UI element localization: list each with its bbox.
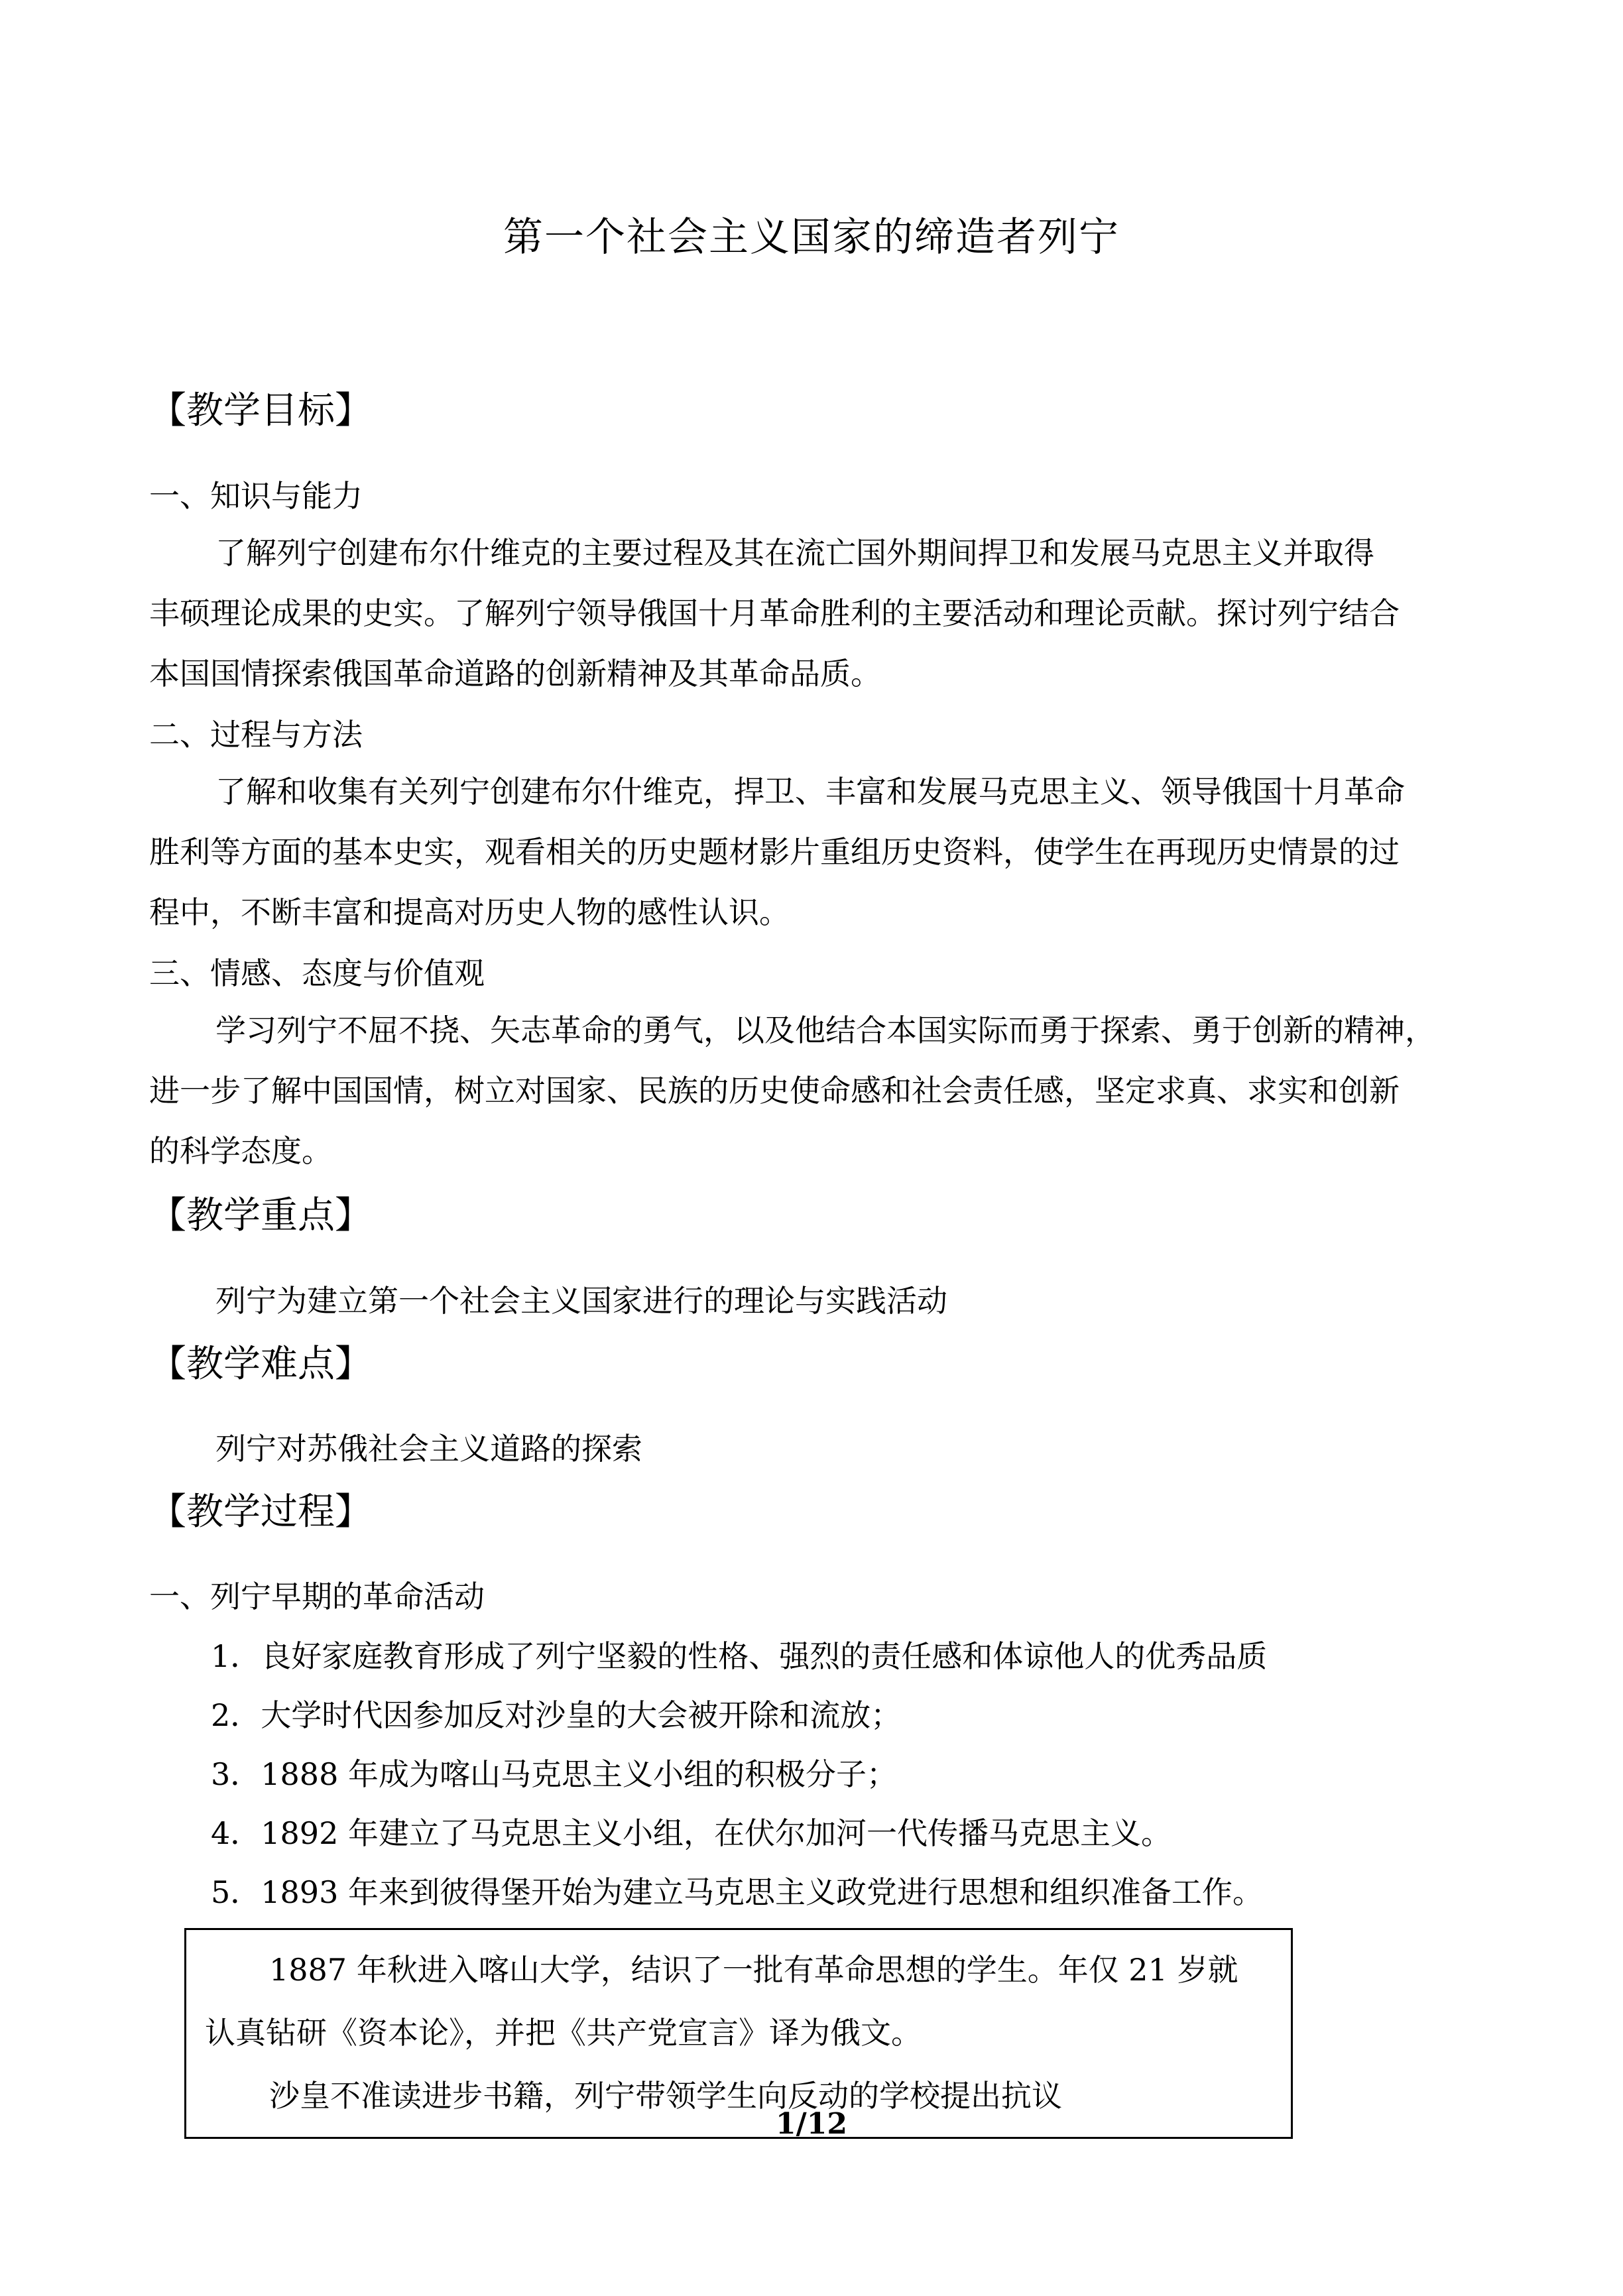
paragraph-line: 学习列宁不屈不挠、矢志革命的勇气，以及他结合本国实际而勇于探索、勇于创新的精神， [215,1012,1435,1048]
page-number: 1/12 [776,2107,847,2141]
document-title: 第一个社会主义国家的缔造者列宁 [503,214,1120,261]
subheading-knowledge: 一、知识与能力 [149,478,363,514]
subheading-values: 三、情感、态度与价值观 [149,955,485,991]
difficulties-text: 列宁对苏俄社会主义道路的探索 [215,1431,642,1467]
heading-teaching-goals: 【教学目标】 [149,389,372,432]
heading-difficulties: 【教学难点】 [149,1343,372,1386]
heading-key-points: 【教学重点】 [149,1194,372,1237]
box-line: 沙皇不准读进步书籍，列宁带领学生向反动的学校提出抗议 [269,2078,1062,2114]
paragraph-line: 程中，不断丰富和提高对历史人物的感性认识。 [149,894,790,930]
box-line: 1887 年秋进入喀山大学，结识了一批有革命思想的学生。年仅 21 岁就 [269,1952,1238,1988]
paragraph-line: 胜利等方面的基本史实，观看相关的历史题材影片重组历史资料，使学生在再现历史情景的过 [149,834,1400,870]
paragraph-process-method [149,762,1482,943]
paragraph-line: 了解和收集有关列宁创建布尔什维克，捍卫、丰富和发展马克思主义、领导俄国十月革命 [215,774,1405,810]
subheading-process-method: 二、过程与方法 [149,717,363,753]
list-item: 3．1888 年成为喀山马克思主义小组的积极分子； [211,1756,897,1792]
box-line: 认真钻研《资本论》，并把《共产党宣言》译为俄文。 [205,2015,922,2051]
paragraph-knowledge [149,523,1482,704]
paragraph-line: 丰硕理论成果的史实。了解列宁领导俄国十月革命胜利的主要活动和理论贡献。探讨列宁结合 [149,595,1400,631]
paragraph-line: 本国国情探索俄国革命道路的创新精神及其革命品质。 [149,656,881,692]
subheading-early-activities: 一、列宁早期的革命活动 [149,1579,485,1614]
list-item: 5．1893 年来到彼得堡开始为建立马克思主义政党进行思想和组织准备工作。 [211,1874,1263,1910]
list-item: 2．大学时代因参加反对沙皇的大会被开除和流放； [211,1697,902,1733]
paragraph-line: 进一步了解中国国情，树立对国家、民族的历史使命感和社会责任感，坚定求真、求实和创新 [149,1073,1400,1109]
paragraph-values [149,1000,1482,1181]
key-points-text: 列宁为建立第一个社会主义国家进行的理论与实践活动 [215,1283,947,1319]
list-item: 1．良好家庭教育形成了列宁坚毅的性格、强烈的责任感和体谅他人的优秀品质 [211,1638,1268,1674]
paragraph-line: 的科学态度。 [149,1133,332,1169]
paragraph-line: 了解列宁创建布尔什维克的主要过程及其在流亡国外期间捍卫和发展马克思主义并取得 [215,535,1374,571]
list-item: 4．1892 年建立了马克思主义小组，在伏尔加河一代传播马克思主义。 [211,1815,1172,1851]
heading-teaching-process: 【教学过程】 [149,1490,372,1534]
